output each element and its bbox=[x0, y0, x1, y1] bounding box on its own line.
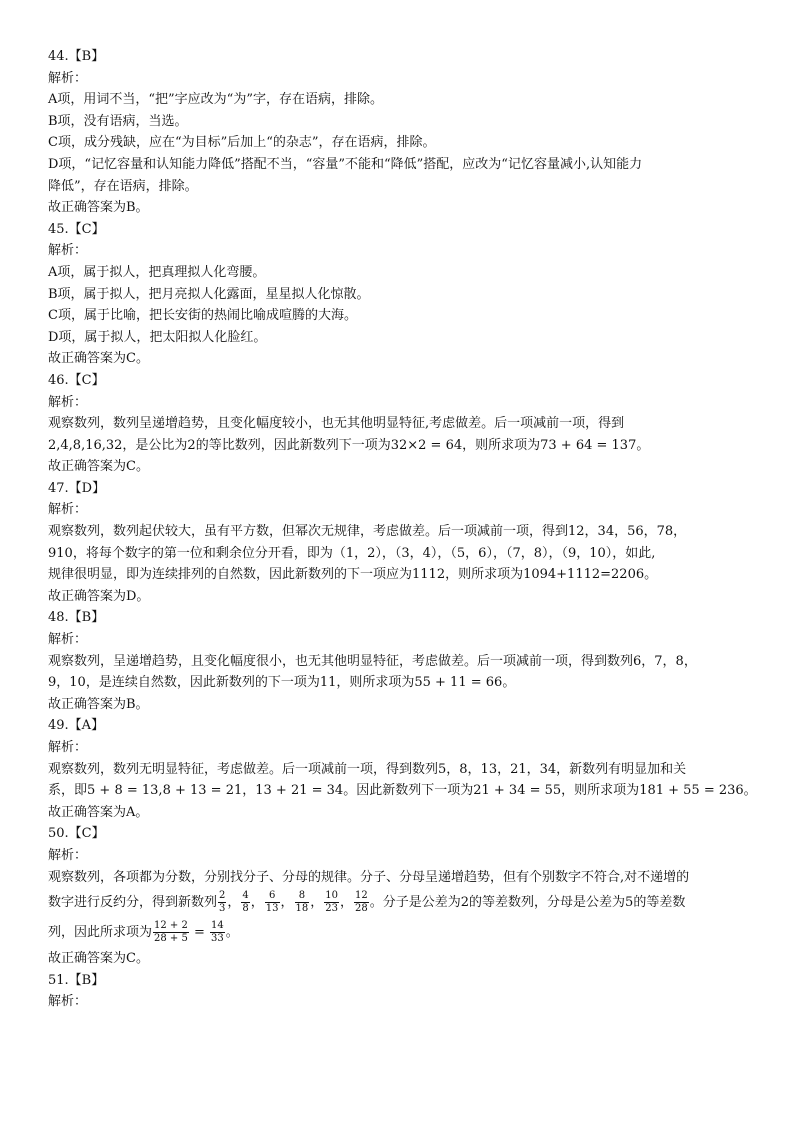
option-d-analysis: D项，属于拟人，把太阳拟人化脸红。 bbox=[48, 329, 267, 345]
separator: ， bbox=[340, 895, 354, 911]
text-run: 9，10，是连续自然数，因此新数列的下一项为11，则所求项为 bbox=[48, 675, 415, 691]
analysis-text: 观察数列，数列起伏较大，虽有平方数，但幂次无规律，考虑做差。后一项减前一项，得到12，34，56，78， bbox=[48, 524, 687, 540]
question-47 bbox=[48, 478, 760, 608]
numerator: 2 bbox=[219, 890, 226, 902]
option-a-analysis: A项，属于拟人，把真理拟人化弯腰。 bbox=[48, 264, 266, 280]
analysis-text-fractions bbox=[48, 888, 760, 918]
numerator: 6 bbox=[265, 890, 280, 903]
analysis-label: 解析： bbox=[48, 994, 88, 1010]
option-c-analysis: C项，属于比喻，把长安街的热闹比喻成喧腾的大海。 bbox=[48, 308, 357, 324]
answer-line: 故正确答案为A。 bbox=[48, 804, 149, 820]
analysis-label: 解析： bbox=[48, 394, 88, 410]
formula: 32×2 = 64 bbox=[390, 437, 463, 453]
text-run: 2,4,8,16,32，是公比为2的等比数列，因此新数列下一项为 bbox=[48, 437, 391, 453]
question-49 bbox=[48, 715, 760, 823]
analysis-text bbox=[48, 780, 760, 802]
option-d-analysis-cont: 降低”，存在语病，排除。 bbox=[48, 178, 198, 194]
analysis-text: 观察数列，呈递增趋势，且变化幅度很小，也无其他明显特征，考虑做差。后一项减前一项，得到数列6，7，8， bbox=[48, 653, 697, 669]
analysis-label: 解析： bbox=[48, 632, 88, 648]
answer-line: 故正确答案为D。 bbox=[48, 588, 150, 604]
formula: 181 + 55 = 236 bbox=[639, 783, 744, 799]
analysis-label: 解析： bbox=[48, 502, 88, 518]
separator: ， bbox=[310, 895, 324, 911]
analysis-text bbox=[48, 672, 760, 694]
separator: ， bbox=[227, 895, 241, 911]
text-run: 。因此新数列下一项为 bbox=[343, 783, 474, 799]
analysis-text: 规律很明显，即为连续排列的自然数，因此新数列的下一项应为1112，则所求项为1094+1112=2206。 bbox=[48, 567, 658, 583]
option-c-analysis: C项，成分残缺，应在“为目标”后加上“的杂志”，存在语病，排除。 bbox=[48, 135, 436, 151]
analysis-text: 观察数列，各项都为分数，分别找分子、分母的规律。分子、分母呈递增趋势，但有个别数字不符合,对不递增的 bbox=[48, 869, 690, 885]
denominator: 23 bbox=[325, 903, 339, 915]
formula: 21 + 34 = 55 bbox=[473, 783, 562, 799]
analysis-text: 观察数列，数列呈递增趋势，且变化幅度较小，也无其他明显特征,考虑做差。后一项减前一项，得到 bbox=[48, 416, 625, 432]
numerator: 8 bbox=[295, 890, 310, 903]
denominator: 3 bbox=[219, 903, 226, 915]
fraction bbox=[153, 920, 189, 945]
separator: ， bbox=[280, 895, 294, 911]
analysis-text bbox=[48, 435, 760, 457]
text-run: 。 bbox=[502, 675, 516, 691]
analysis-label: 解析： bbox=[48, 847, 88, 863]
fraction bbox=[295, 890, 310, 915]
analysis-text: 910，将每个数字的第一位和剩余位分开看，即为（1，2），（3，4），（5，6），（7，8），（9，10），如此, bbox=[48, 545, 656, 561]
text-run: ， bbox=[242, 783, 256, 799]
analysis-text-result bbox=[48, 918, 760, 948]
fraction bbox=[324, 890, 339, 915]
numerator: 10 bbox=[325, 890, 339, 902]
denominator: 28 bbox=[355, 903, 368, 915]
question-header: 48.【B】 bbox=[48, 610, 105, 626]
fraction bbox=[218, 890, 226, 915]
formula: 55 + 11 = 66 bbox=[414, 675, 503, 691]
separator: ， bbox=[250, 895, 264, 911]
analysis-label: 解析： bbox=[48, 70, 88, 86]
answer-line: 故正确答案为C。 bbox=[48, 951, 149, 967]
answer-sheet bbox=[48, 46, 760, 1013]
fraction bbox=[241, 890, 249, 915]
text-run: 。 bbox=[225, 925, 239, 941]
formula: 5 + 8 = 13 bbox=[87, 783, 159, 799]
text-run: 列，因此所求项为 bbox=[48, 925, 153, 941]
text-run: ，则所求项为 bbox=[561, 783, 640, 799]
question-header: 49.【A】 bbox=[48, 718, 105, 734]
text-run: ，则所求项为 bbox=[462, 437, 541, 453]
option-b-analysis: B项，没有语病，当选。 bbox=[48, 113, 188, 129]
answer-line: 故正确答案为B。 bbox=[48, 696, 149, 712]
fraction bbox=[210, 920, 225, 945]
answer-line: 故正确答案为C。 bbox=[48, 459, 149, 475]
analysis-label: 解析： bbox=[48, 243, 88, 259]
numerator: 14 bbox=[211, 920, 224, 932]
question-header: 46.【C】 bbox=[48, 372, 105, 388]
question-header: 44.【B】 bbox=[48, 49, 105, 64]
text-run: 。 bbox=[743, 783, 757, 799]
denominator: 13 bbox=[265, 903, 279, 915]
option-a-analysis: A项，用词不当，“把”字应改为“为”字，存在语病，排除。 bbox=[48, 92, 383, 108]
denominator: 33 bbox=[211, 933, 224, 945]
formula: 8 + 13 = 21 bbox=[162, 783, 243, 799]
analysis-label: 解析： bbox=[48, 740, 88, 755]
text-run: , bbox=[158, 783, 163, 799]
formula: 73 + 64 = 137 bbox=[540, 437, 637, 453]
question-header: 45.【C】 bbox=[48, 221, 105, 237]
equals-sign: = bbox=[189, 925, 210, 941]
fraction-sequence bbox=[217, 890, 370, 915]
question-header: 51.【B】 bbox=[48, 972, 105, 988]
answer-line: 故正确答案为B。 bbox=[48, 200, 149, 216]
question-44 bbox=[48, 46, 760, 219]
denominator: 18 bbox=[295, 903, 309, 915]
text-run: 数字进行反约分，得到新数列 bbox=[48, 895, 218, 911]
text-run: 。 bbox=[636, 437, 650, 453]
text-run: 。分子是公差为2的等差数列，分母是公差为5的等差数 bbox=[369, 895, 686, 911]
numerator: 12 + 2 bbox=[154, 920, 188, 932]
numerator: 12 bbox=[355, 890, 368, 902]
question-46 bbox=[48, 370, 760, 478]
answer-line: 故正确答案为C。 bbox=[48, 351, 149, 367]
fraction bbox=[354, 890, 369, 915]
formula: 13 + 21 = 34 bbox=[255, 783, 344, 799]
text-run: 系，即 bbox=[48, 783, 88, 799]
denominator: 28 + 5 bbox=[154, 933, 188, 945]
numerator: 4 bbox=[242, 890, 249, 902]
denominator: 8 bbox=[242, 903, 249, 915]
analysis-text: 观察数列，数列无明显特征，考虑做差。后一项减前一项，得到数列5，8，13，21，34，新数列有明显加和关 bbox=[48, 761, 687, 777]
fraction bbox=[265, 890, 280, 915]
question-header: 50.【C】 bbox=[48, 826, 105, 842]
option-b-analysis: B项，属于拟人，把月亮拟人化露面，星星拟人化惊散。 bbox=[48, 286, 370, 302]
question-50 bbox=[48, 823, 760, 969]
question-header: 47.【D】 bbox=[48, 480, 106, 496]
option-d-analysis: D项，“记忆容量和认知能力降低”搭配不当，“容量”不能和“降低”搭配，应改为“记忆容量减小,认知能力 bbox=[48, 156, 643, 172]
question-45 bbox=[48, 219, 760, 370]
question-48 bbox=[48, 607, 760, 715]
question-51 bbox=[48, 970, 760, 1013]
